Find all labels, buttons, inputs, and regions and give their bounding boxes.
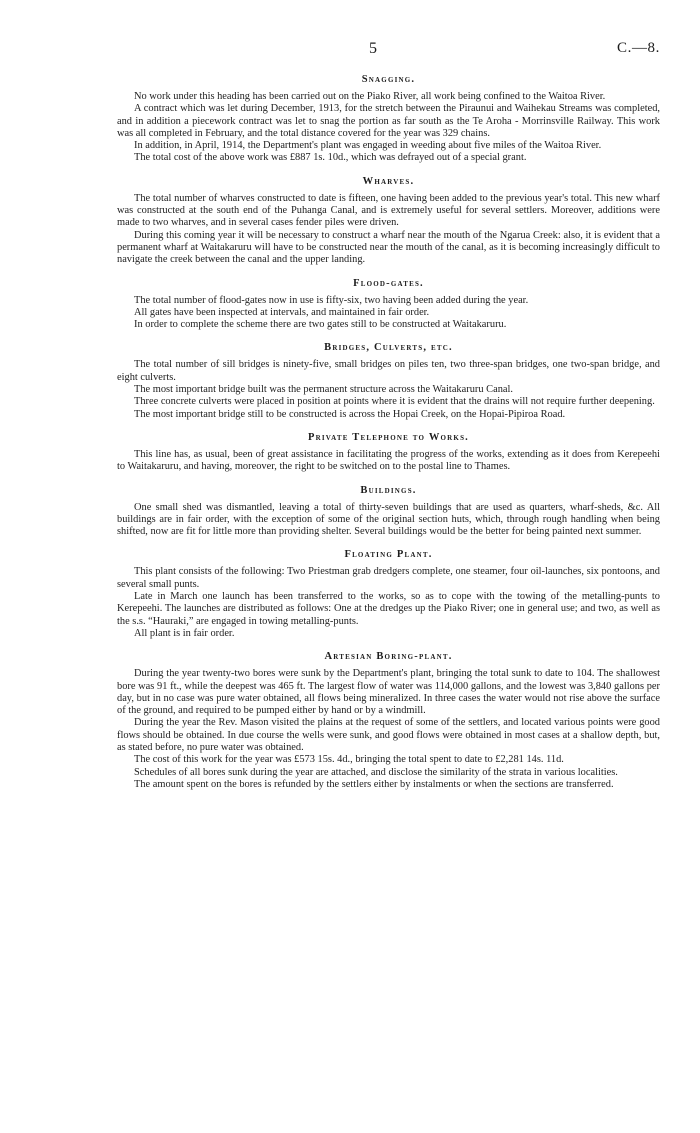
paragraph: The total number of flood-gates now in use is fifty-six, two having been added during the year. xyxy=(134,294,529,306)
paragraph: During this coming year it will be necessary to construct a wharf near the mouth of the Ngarua Creek: also, it is evident that a permanent wharf at Waitakaruru will have to be constructed near the mouth of the canal, as it is becoming increasingly difficult to navigate the creek between the canal and the upper landing. xyxy=(117,229,660,266)
section-heading: Snagging. xyxy=(361,74,416,85)
paragraph: During the year the Rev. Mason visited the plains at the request of some of the settlers, and located various points were good flows should be obtained. In due course the wells were sunk, and good flows were obtained in most cases at a shallow depth, but, as stated before, no pure water was obtained. xyxy=(117,717,660,753)
section-heading: Floating Plant. xyxy=(344,549,433,561)
paragraph: All plant is in fair order. xyxy=(134,627,235,639)
paragraph: A contract which was let during December, 1913, for the stretch between the Piraunui and Waihekau Streams was completed, and in addition a piecework contract was let to snag the portion as far south as the Te Aroha - Morrinsville Railway. This work was all completed in February, and the total distance covered for the year was 329 chains. xyxy=(117,103,660,139)
section-heading: Flood-gates. xyxy=(353,277,424,289)
paragraph: In addition, in April, 1914, the Department's plant was engaged in weeding about five miles of the Waitoa River. xyxy=(134,140,602,152)
paragraph: The total number of sill bridges is ninety-five, small bridges on piles ten, two three-span bridges, one two-span bridge, and eight culverts. xyxy=(117,359,660,383)
page-number: 5 xyxy=(369,40,378,57)
paragraph: During the year twenty-two bores were sunk by the Department's plant, bringing the total sunk to date to 104. The shallowest bore was 91 ft., while the deepest was 465 ft. The largest flow of water was 114,000 gallons, and the lowest was 3,840 gallons per day, but in no case was pure water obtained, all flows being mineralized. In three cases the water would not rise above the surface of the ground, and required to be pumped either by hand or by a windmill. xyxy=(117,668,660,717)
section-buildings xyxy=(117,485,660,539)
section-flood-gates xyxy=(117,278,660,332)
section-bridges-culverts xyxy=(117,342,660,420)
document-reference: C.—8. xyxy=(616,40,660,56)
page-header xyxy=(117,40,660,62)
section-artesian-boring-plant xyxy=(117,651,660,791)
section-heading: Wharves. xyxy=(362,175,415,187)
paragraph: The amount spent on the bores is refunded by the settlers either by instalments or when the sections are transferred. xyxy=(134,778,614,790)
section-heading: Bridges, Culverts, etc. xyxy=(324,342,453,354)
paragraph: This line has, as usual, been of great assistance in facilitating the progress of the works, extending as it does from Kerepeehi to Waitakaruru, and having, moreover, the right to be switched on to the postal line to Thames. xyxy=(117,448,660,473)
paragraph: Schedules of all bores sunk during the year are attached, and disclose the similarity of the strata in various localities. xyxy=(134,766,618,778)
paragraph: Three concrete culverts were placed in position at points where it is evident that the drains will not require further deepening. xyxy=(134,396,655,408)
section-heading: Artesian Boring-plant. xyxy=(324,651,453,663)
section-private-telephone xyxy=(117,432,660,474)
paragraph: All gates have been inspected at intervals, and maintained in fair order. xyxy=(134,306,430,318)
paragraph: Late in March one launch has been transferred to the works, so as to cope with the towing of the metalling-punts to Kerepeehi. The launches are distributed as follows: One at the dredges up the Piako River; one in general use; and two, as well as the s.s. “Hauraki,” are engaged in towing metalling-punts. xyxy=(117,591,660,627)
section-heading: Private Telephone to Works. xyxy=(308,431,469,443)
paragraph: In order to complete the scheme there are two gates still to be constructed at Waitakaruru. xyxy=(134,319,507,331)
paragraph: The total number of wharves constructed to date is fifteen, one having been added to the previous year's total. This new wharf was constructed at the south end of the Puhanga Canal, and is extremely useful for several settlers. Moreover, additions were made to two wharves, and in several cases fender piles were driven. xyxy=(117,192,660,229)
paragraph: One small shed was dismantled, leaving a total of thirty-seven buildings that are used as quarters, wharf-sheds, &c. All buildings are in fair order, with the exception of some of the original section huts, which, through rough handling when being shifted, now are fit for little more than providing shelter. Several buildings would be the better for being painted next summer. xyxy=(117,501,660,538)
paragraph: This plant consists of the following: Two Priestman grab dredgers complete, one steamer, four oil-launches, six pontoons, and several small punts. xyxy=(117,566,660,590)
paragraph: The cost of this work for the year was £573 15s. 4d., bringing the total spent to date to £2,281 14s. 11d. xyxy=(134,754,564,766)
paragraph: The most important bridge still to be constructed is across the Hopai Creek, on the Hopai-Pipiroa Road. xyxy=(134,408,566,420)
section-heading: Buildings. xyxy=(360,484,417,496)
section-snagging xyxy=(117,74,660,165)
section-floating-plant xyxy=(117,549,660,640)
paragraph: No work under this heading has been carried out on the Piako River, all work being confined to the Waitoa River. xyxy=(134,91,606,102)
paragraph: The most important bridge built was the permanent structure across the Waitakaruru Canal. xyxy=(134,384,513,396)
paragraph: The total cost of the above work was £887 1s. 10d., which was defrayed out of a special grant. xyxy=(134,152,527,164)
section-wharves xyxy=(117,176,660,267)
